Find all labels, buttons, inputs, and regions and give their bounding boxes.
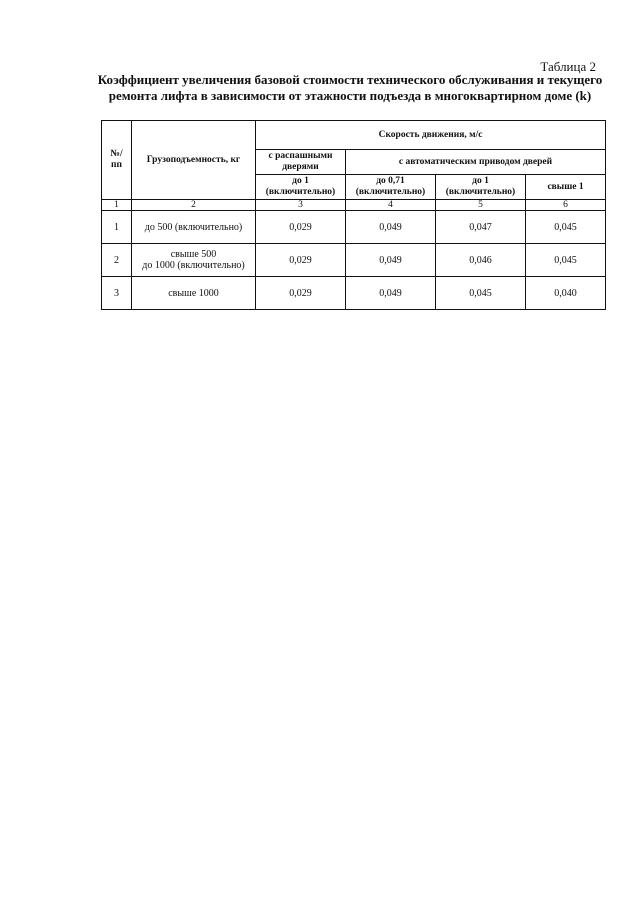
- col-number: 1: [102, 200, 132, 211]
- row-value: 0,029: [256, 244, 346, 277]
- table-row: [102, 211, 606, 244]
- header-no: №/ пп: [102, 121, 132, 200]
- col-number: 4: [346, 200, 436, 211]
- row-value: 0,045: [526, 244, 606, 277]
- row-capacity: свыше 1000: [132, 277, 256, 310]
- header-capacity: Грузоподъемность, кг: [132, 121, 256, 200]
- row-capacity-line-2: до 1000 (включительно): [142, 260, 245, 271]
- row-no: 2: [102, 244, 132, 277]
- row-value: 0,029: [256, 211, 346, 244]
- table-title: [90, 72, 610, 104]
- row-value: 0,029: [256, 277, 346, 310]
- row-capacity: до 500 (включительно): [132, 211, 256, 244]
- header-speed: Скорость движения, м/с: [256, 121, 606, 150]
- row-value: 0,046: [436, 244, 526, 277]
- header-range-1: до 1 (включительно): [256, 175, 346, 200]
- header-swing-doors: с распашными дверями: [256, 150, 346, 175]
- header-auto-doors: с автоматическим приводом дверей: [346, 150, 606, 175]
- row-value: 0,049: [346, 244, 436, 277]
- header-row-speed: [102, 121, 606, 150]
- header-range-2: до 0,71 (включительно): [346, 175, 436, 200]
- row-value: 0,045: [436, 277, 526, 310]
- column-number-row: [102, 200, 606, 211]
- row-value: 0,045: [526, 211, 606, 244]
- title-line-1: Коэффициент увеличения базовой стоимости технического обслуживания и текущего: [97, 72, 603, 87]
- col-number: 3: [256, 200, 346, 211]
- header-range-4: свыше 1: [526, 175, 606, 200]
- col-number: 2: [132, 200, 256, 211]
- row-capacity-line-1: свыше 500: [170, 249, 217, 260]
- col-number: 5: [436, 200, 526, 211]
- coefficient-table: [101, 120, 606, 310]
- col-number: 6: [526, 200, 606, 211]
- table-row: [102, 277, 606, 310]
- row-no: 1: [102, 211, 132, 244]
- row-value: 0,049: [346, 277, 436, 310]
- table-row: [102, 244, 606, 277]
- row-value: 0,040: [526, 277, 606, 310]
- header-range-3: до 1 (включительно): [436, 175, 526, 200]
- row-capacity: [132, 244, 256, 277]
- title-line-2: ремонта лифта в зависимости от этажности подъезда в многоквартирном доме (k): [108, 88, 592, 103]
- row-value: 0,047: [436, 211, 526, 244]
- row-value: 0,049: [346, 211, 436, 244]
- row-no: 3: [102, 277, 132, 310]
- table-label: Таблица 2: [540, 59, 596, 74]
